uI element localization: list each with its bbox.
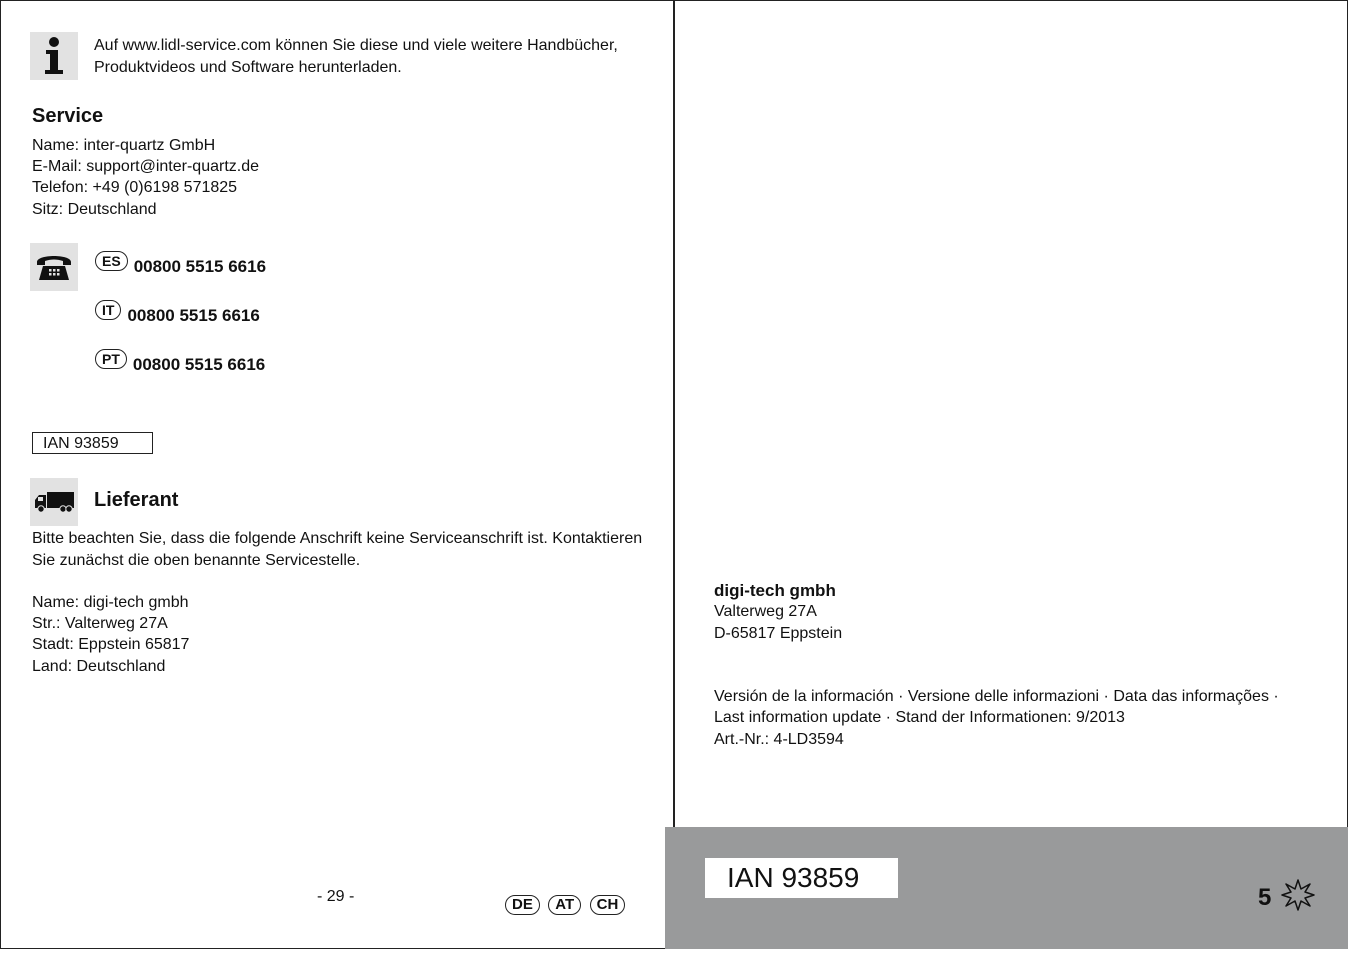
truck-icon — [30, 478, 78, 526]
country-badge-es: ES — [95, 251, 128, 271]
version-line-1: Versión de la información · Versione delle informazioni · Data das informações · — [714, 688, 1279, 705]
hotline-row-es — [95, 253, 267, 277]
lieferant-title: Lieferant — [94, 489, 179, 511]
hotline-row-pt — [95, 351, 266, 375]
country-badge-pt: PT — [95, 349, 127, 369]
page-number-left: - 29 - — [317, 888, 355, 905]
info-line-1: Auf www.lidl-service.com können Sie diese und viele weitere Handbücher, — [94, 37, 618, 54]
info-icon — [30, 32, 78, 80]
hotline-number-pt: 00800 5515 6616 — [132, 355, 266, 374]
ian-box-small: IAN 93859 — [32, 432, 153, 454]
country-badges — [505, 895, 629, 915]
hotline-number-it: 00800 5515 6616 — [127, 306, 260, 325]
country-badge-ch: CH — [590, 895, 626, 915]
info-line-2: Produktvideos und Software herunterladen. — [94, 59, 402, 76]
right-company: digi-tech gmbh — [714, 581, 836, 600]
service-title: Service — [32, 105, 104, 127]
country-badge-de: DE — [505, 895, 540, 915]
service-email: E-Mail: support@inter-quartz.de — [32, 158, 259, 175]
page-divider — [673, 0, 675, 949]
version-line-2: Last information update · Stand der Informationen: 9/2013 — [714, 709, 1125, 726]
hotline-row-it — [95, 302, 260, 326]
lieferant-city: Stadt: Eppstein 65817 — [32, 636, 190, 653]
service-name: Name: inter-quartz GmbH — [32, 137, 216, 154]
service-phone: Telefon: +49 (0)6198 571825 — [32, 179, 238, 196]
hotline-number-es: 00800 5515 6616 — [133, 257, 267, 276]
right-city: D-65817 Eppstein — [714, 625, 843, 642]
ian-box-large: IAN 93859 — [705, 858, 898, 898]
lieferant-street: Str.: Valterweg 27A — [32, 615, 168, 632]
right-street: Valterweg 27A — [714, 603, 817, 620]
article-number: Art.-Nr.: 4-LD3594 — [714, 731, 844, 748]
lieferant-name: Name: digi-tech gmbh — [32, 594, 189, 611]
lieferant-notice-1: Bitte beachten Sie, dass die folgende Anschrift keine Serviceanschrift ist. Kontaktieren — [32, 530, 643, 547]
star-icon — [1281, 878, 1315, 912]
page-number-right: 5 — [1258, 884, 1272, 911]
telephone-icon — [30, 243, 78, 291]
country-badge-it: IT — [95, 300, 121, 320]
lieferant-country: Land: Deutschland — [32, 658, 166, 675]
lieferant-notice-2: Sie zunächst die oben benannte Servicestelle. — [32, 552, 361, 569]
country-badge-at: AT — [548, 895, 581, 915]
service-seat: Sitz: Deutschland — [32, 201, 157, 218]
